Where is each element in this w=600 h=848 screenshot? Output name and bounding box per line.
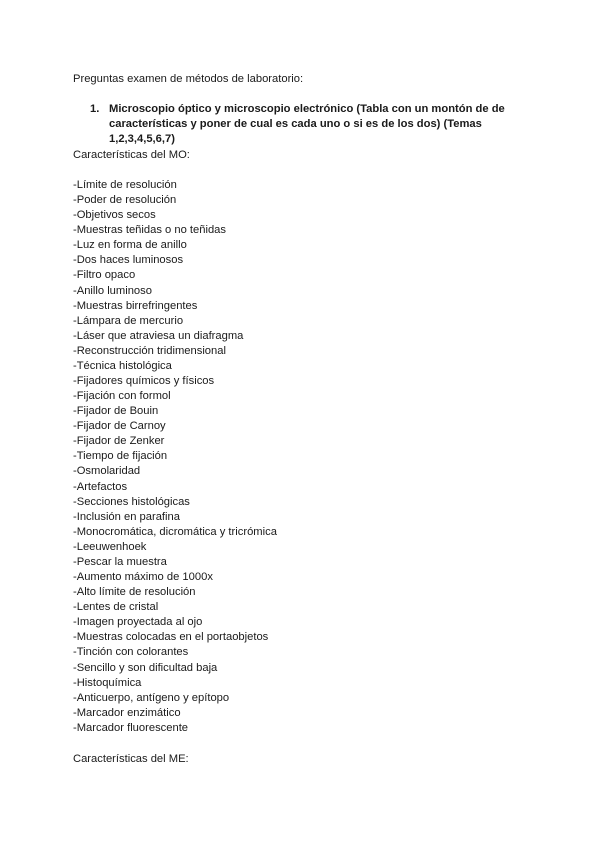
- list-item: -Muestras colocadas en el portaobjetos: [73, 631, 269, 644]
- list-item: -Lentes de cristal: [73, 601, 159, 614]
- list-item: -Objetivos secos: [73, 209, 156, 222]
- list-item: -Fijador de Bouin: [73, 405, 159, 418]
- me-heading: Características del ME:: [73, 753, 189, 765]
- list-item: -Fijadores químicos y físicos: [73, 375, 215, 388]
- list-item: -Límite de resolución: [73, 179, 177, 191]
- list-item: -Poder de resolución: [73, 194, 177, 207]
- list-item: -Marcador fluorescente: [73, 721, 189, 734]
- document-title: Preguntas examen de métodos de laboratorio:: [73, 73, 304, 85]
- list-item: -Láser que atraviesa un diafragma: [73, 329, 244, 342]
- question-item: [90, 102, 515, 147]
- list-item: -Artefactos: [73, 480, 128, 493]
- list-item: -Marcador enzimático: [73, 706, 181, 719]
- list-item: -Monocromática, dicromática y tricrómica: [73, 525, 277, 538]
- list-item: -Técnica histológica: [73, 359, 172, 372]
- list-item: -Filtro opaco: [73, 269, 136, 282]
- list-item: -Tinción con colorantes: [73, 646, 189, 659]
- list-item: -Fijación con formol: [73, 390, 171, 403]
- list-item: -Histoquímica: [73, 676, 142, 689]
- list-item: -Luz en forma de anillo: [73, 239, 187, 252]
- list-item: -Anillo luminoso: [73, 284, 152, 297]
- list-item: -Alto límite de resolución: [73, 586, 196, 599]
- list-item: -Lámpara de mercurio: [73, 314, 184, 327]
- list-item: -Osmolaridad: [73, 465, 141, 478]
- list-item: -Pescar la muestra: [73, 555, 167, 568]
- list-item: -Tiempo de fijación: [73, 450, 168, 463]
- list-item: -Leeuwenhoek: [73, 540, 147, 553]
- list-item: -Muestras teñidas o no teñidas: [73, 224, 226, 237]
- list-item: -Dos haces luminosos: [73, 254, 184, 267]
- list-item: -Imagen proyectada al ojo: [73, 616, 203, 629]
- list-item: -Aumento máximo de 1000x: [73, 571, 213, 584]
- mo-heading: Características del MO:: [73, 149, 190, 161]
- list-item: -Sencillo y son dificultad baja: [73, 661, 218, 674]
- question-text: Microscopio óptico y microscopio electrónico (Tabla con un montón de de características y poner de cual es cada uno o si es de los dos) (Temas 1,2,3,4,5,6,7): [109, 103, 505, 145]
- list-item: -Anticuerpo, antígeno y epítopo: [73, 691, 230, 704]
- list-item: -Muestras birrefringentes: [73, 299, 198, 312]
- list-item: -Reconstrucción tridimensional: [73, 344, 226, 357]
- list-item: -Inclusión en parafina: [73, 510, 180, 523]
- list-item: -Fijador de Zenker: [73, 435, 165, 448]
- question-number: 1.: [90, 103, 100, 115]
- list-item: -Secciones histológicas: [73, 495, 190, 508]
- mo-characteristics-list: [73, 178, 277, 736]
- list-item: -Fijador de Carnoy: [73, 420, 166, 433]
